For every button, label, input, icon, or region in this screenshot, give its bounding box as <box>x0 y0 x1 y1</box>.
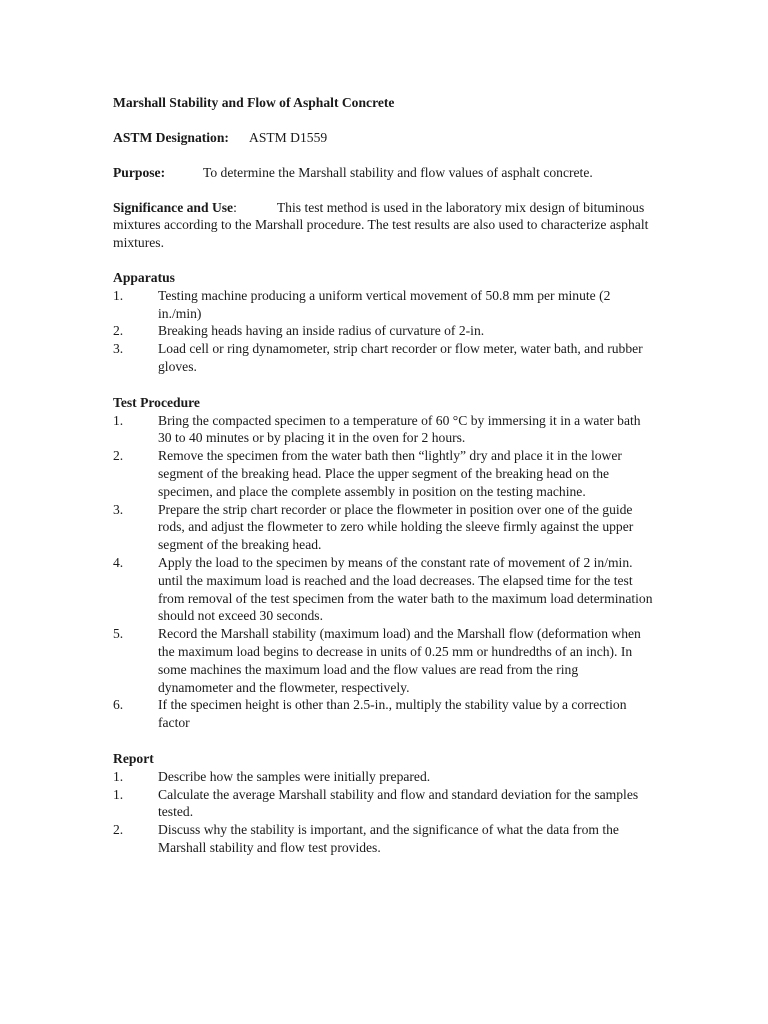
document-body <box>113 94 653 857</box>
item-text: Discuss why the stability is important, and the significance of what the data from the Marshall stability and flow test provides. <box>158 822 619 855</box>
purpose-label: Purpose: <box>113 164 166 180</box>
report-item <box>113 821 653 857</box>
apparatus-item <box>113 322 653 340</box>
procedure-list <box>113 412 653 732</box>
procedure-item <box>113 554 653 625</box>
report-item <box>113 786 653 822</box>
apparatus-item <box>113 287 653 323</box>
item-text: Testing machine producing a uniform vertical movement of 50.8 mm per minute (2 in./min) <box>158 287 611 321</box>
item-number: 2. <box>113 448 124 464</box>
item-number: 1. <box>113 412 124 428</box>
item-number: 5. <box>113 626 124 642</box>
item-text: If the specimen height is other than 2.5-in., multiply the stability value by a correction factor <box>158 697 627 731</box>
document-title: Marshall Stability and Flow of Asphalt Concrete <box>113 95 395 110</box>
procedure-item <box>113 696 653 732</box>
procedure-item <box>113 625 653 696</box>
item-text: Load cell or ring dynamometer, strip chart recorder or flow meter, water bath, and rubber gloves. <box>158 341 643 374</box>
significance-colon: : <box>233 199 237 215</box>
procedure-item <box>113 501 653 554</box>
item-text: Breaking heads having an inside radius of curvature of 2-in. <box>158 323 485 339</box>
significance-text: This test method is used in the laboratory mix design of bituminous mixtures according to the Marshall procedure. The test results are also used to characterize asphalt mixtures. <box>113 199 649 251</box>
procedure-heading: Test Procedure <box>113 394 200 410</box>
item-number: 1. <box>113 287 124 303</box>
item-text: Remove the specimen from the water bath then “lightly” dry and place it in the lower segment of the breaking head. Place the upper segment of the breaking head on the specimen, and place the complete assembly in position on the testing machine. <box>158 448 622 499</box>
procedure-item <box>113 412 653 448</box>
item-text: Bring the compacted specimen to a temperature of 60 °C by immersing it in a water bath 30 to 40 minutes or by placing it in the oven for 2 hours. <box>158 412 641 446</box>
purpose <box>113 164 653 182</box>
item-number: 3. <box>113 501 124 517</box>
item-text: Apply the load to the specimen by means of the constant rate of movement of 2 in/min. until the maximum load is reached and the load decreases. The elapsed time for the test from removal of the test specimen from the water bath to the maximum load determination should not exceed 30 seconds. <box>158 554 653 624</box>
item-number: 2. <box>113 822 124 838</box>
report-item <box>113 768 653 786</box>
apparatus-heading: Apparatus <box>113 269 175 285</box>
report-list <box>113 768 653 857</box>
item-number: 1. <box>113 768 124 784</box>
astm-value: ASTM D1559 <box>249 130 328 145</box>
item-number: 3. <box>113 341 124 357</box>
item-number: 2. <box>113 323 124 339</box>
report-heading: Report <box>113 750 154 766</box>
item-number: 1. <box>113 786 124 802</box>
purpose-text: To determine the Marshall stability and flow values of asphalt concrete. <box>203 164 593 180</box>
apparatus-list <box>113 287 653 376</box>
item-text: Prepare the strip chart recorder or place the flowmeter in position over one of the guide rods, and adjust the flowmeter to zero while holding the sleeve firmly against the upper segment of the breaking head. <box>158 501 634 553</box>
astm-label: ASTM Designation: <box>113 130 229 145</box>
item-text: Describe how the samples were initially prepared. <box>158 768 431 784</box>
item-text: Record the Marshall stability (maximum load) and the Marshall flow (deformation when the maximum load begins to decrease in units of 0.25 mm or hundredths of an inch). In some machines the maximum load and the flow values are read from the ring dynamometer and the flowmeter, respectively. <box>158 626 641 695</box>
significance-and-use <box>113 199 653 252</box>
item-number: 4. <box>113 554 124 570</box>
item-number: 6. <box>113 697 124 713</box>
significance-label: Significance and Use <box>113 199 234 215</box>
procedure-item <box>113 447 653 500</box>
item-text: Calculate the average Marshall stability and flow and standard deviation for the samples tested. <box>158 786 639 820</box>
apparatus-item <box>113 340 653 376</box>
astm-designation <box>113 129 653 147</box>
